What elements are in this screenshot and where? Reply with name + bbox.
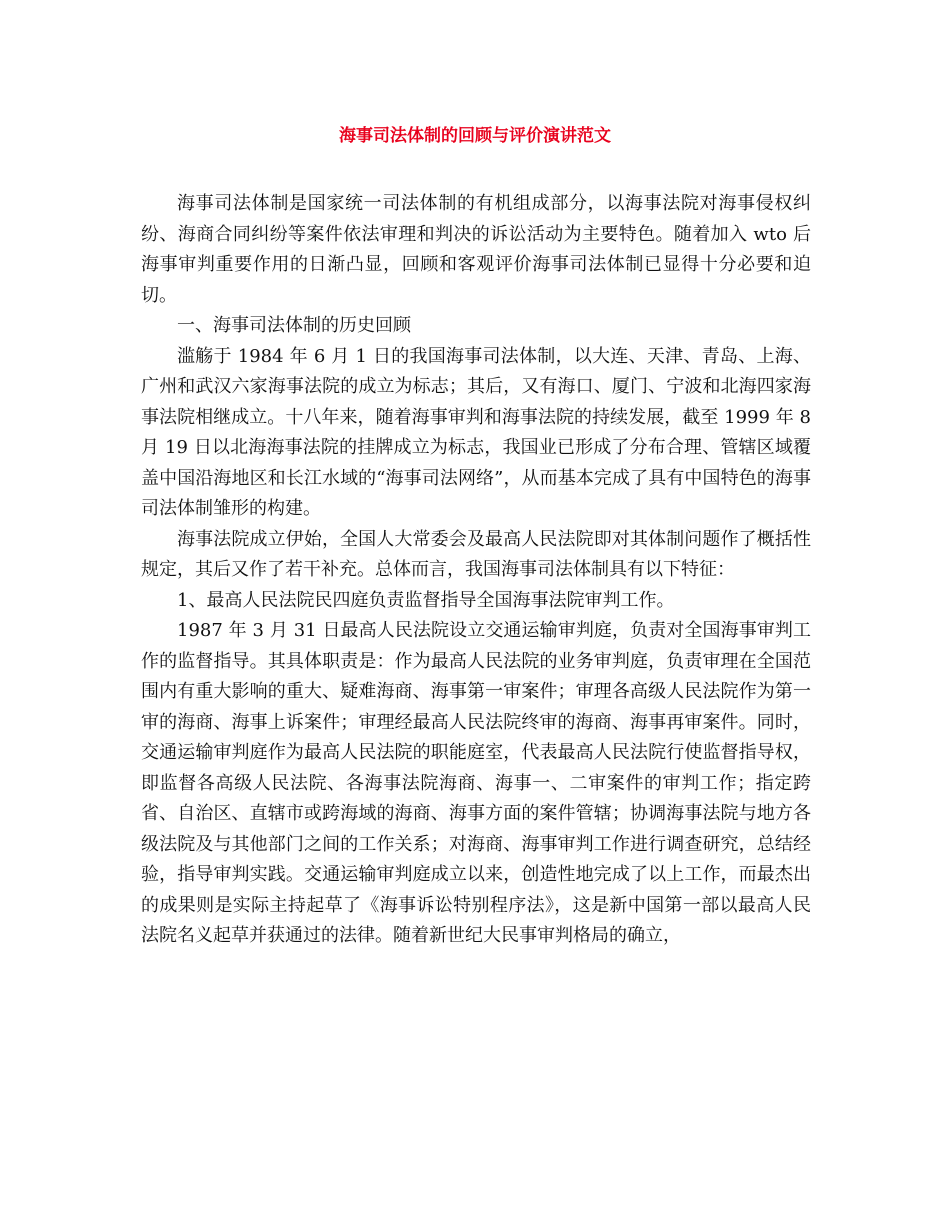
paragraph-intro: 海事司法体制是国家统一司法体制的有机组成部分，以海事法院对海事侵权纠纷、海商合同纠纷等案件依法审理和判决的诉讼活动为主要特色。随着加入 wto 后海事审判重要作用的日渐凸显，回顾和客观评价海事司法体制已显得十分必要和迫切。 — [141, 193, 811, 306]
paragraph-features: 海事法院成立伊始，全国人大常委会及最高人民法院即对其体制问题作了概括性规定，其后又作了若干补充。总体而言，我国海事司法体制具有以下特征： — [141, 528, 811, 580]
section-heading-history: 一、海事司法体制的历史回顾 — [177, 315, 411, 336]
document-body — [141, 189, 811, 952]
paragraph-court-division: 1987 年 3 月 31 日最高人民法院设立交通运输审判庭，负责对全国海事审判工作的监督指导。其具体职责是：作为最高人民法院的业务审判庭，负责审理在全国范围内有重大影响的重大、疑难海商、海事第一审案件；审理各高级人民法院作为第一审的海商、海事上诉案件；审理经最高人民法院终审的海商、海事再审案件。同时，交通运输审判庭作为最高人民法院的职能庭室，代表最高人民法院行使监督指导权，即监督各高级人民法院、各海事法院海商、海事一、二审案件的审判工作；指定跨省、自治区、直辖市或跨海域的海商、海事方面的案件管辖；协调海事法院与地方各级法院及与其他部门之间的工作关系；对海商、海事审判工作进行调查研究，总结经验，指导审判实践。交通运输审判庭成立以来，创造性地完成了以上工作，而最杰出的成果则是实际主持起草了《海事诉讼特别程序法》，这是新中国第一部以最高人民法院名义起草并获通过的法律。随着新世纪大民事审判格局的确立， — [141, 620, 811, 946]
paragraph-history: 滥觞于 1984 年 6 月 1 日的我国海事司法体制，以大连、天津、青岛、上海、广州和武汉六家海事法院的成立为标志；其后，又有海口、厦门、宁波和北海四家海事法院相继成立。十八年来，随着海事审判和海事法院的持续发展，截至 1999 年 8 月 19 日以北海海事法院的挂牌成立为标志，我国业已形成了分布合理、管辖区域覆盖中国沿海地区和长江水域的“海事司法网络”，从而基本完成了具有中国特色的海事司法体制雏形的构建。 — [141, 345, 811, 519]
document-title: 海事司法体制的回顾与评价演讲范文 — [339, 126, 611, 146]
feature-item-1: 1、最高人民法院民四庭负责监督指导全国海事法院审判工作。 — [177, 589, 675, 611]
